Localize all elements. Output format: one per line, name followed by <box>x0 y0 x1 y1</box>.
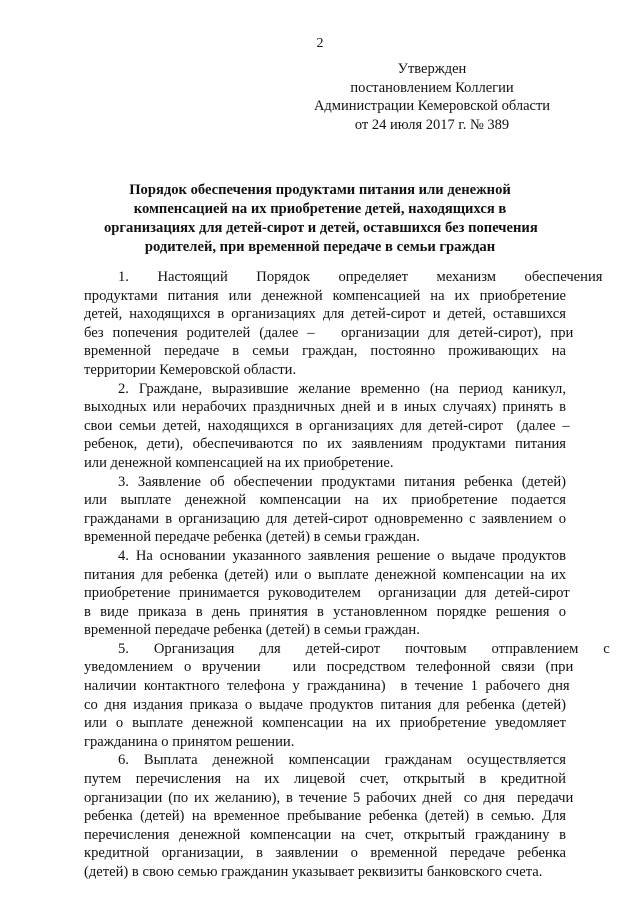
title-line: организациях для детей-сирот и детей, оставшихся без попечения <box>104 220 538 236</box>
text-line: ребенка (детей) на временное пребывание ребенка (детей) в семью. Для <box>84 808 566 825</box>
paragraph-4 <box>84 547 570 640</box>
paragraph-5 <box>84 640 610 752</box>
text-line: продуктами питания или денежной компенсацией на их приобретение <box>84 287 566 304</box>
text-line: питания для ребенка (детей) или о выплате денежной компенсации на их <box>84 566 566 583</box>
approval-line: Администрации Кемеровской области <box>313 98 551 114</box>
text-line: перечисления денежной компенсации на счет, открытый гражданину в <box>84 826 566 843</box>
paragraph-3 <box>84 473 566 547</box>
text-line: кредитной организации, в заявлении о временной передаче ребенка <box>84 845 566 862</box>
title-line: Порядок обеспечения продуктами питания или денежной <box>129 182 511 198</box>
text-line: уведомлением о вручении или посредством телефонной связи (при <box>84 659 574 676</box>
approval-line: постановлением Коллегии <box>350 79 514 96</box>
text-line: (детей) в свою семью гражданин указывает реквизиты банковского счета. <box>84 864 543 880</box>
text-line: со дня издания приказа о выдаче продуктов питания для ребенка (детей) <box>84 696 566 713</box>
text-line: без попечения родителей (далее – организации для детей-сирот), при <box>84 324 574 341</box>
text-line: 4. На основании указанного заявления решение о выдаче продуктов <box>118 547 566 564</box>
approval-line: от 24 июля 2017 г. № 389 <box>354 116 510 133</box>
approval-line: Утвержден <box>397 61 467 77</box>
text-line: 2. Граждане, выразившие желание временно (на период каникул, <box>118 380 566 397</box>
text-line: гражданами в организацию для детей-сирот одновременно с заявлением о <box>84 510 566 527</box>
document-body <box>84 268 610 882</box>
text-line: наличии контактного телефона у гражданина) в течение 1 рабочего дня <box>84 678 570 695</box>
text-line: выходных или нерабочих праздничных дней и в иных случаях) принять в <box>84 399 566 416</box>
text-line: приобретение принимается руководителем организации для детей-сирот <box>84 585 570 602</box>
text-line: ребенок, дети), обеспечиваются по их заявлениям продуктами питания <box>84 436 566 453</box>
approval-block <box>296 60 568 134</box>
text-line: гражданина о принятом решении. <box>84 733 295 750</box>
page-number: 2 <box>316 36 324 51</box>
paragraph-6 <box>84 751 574 881</box>
text-line: 3. Заявление об обеспечении продуктами питания ребенка (детей) <box>118 473 566 490</box>
text-line: свои семьи детей, находящихся в организациях для детей-сирот (далее – <box>84 417 570 434</box>
paragraph-2 <box>84 380 570 473</box>
paragraph-1 <box>84 268 603 380</box>
document-title <box>104 181 536 257</box>
text-line: или выплате денежной компенсации на их приобретение подается <box>84 492 566 509</box>
text-line: или о выплате денежной компенсации на их приобретение уведомляет <box>84 715 566 732</box>
text-line: временной передаче ребенка (детей) в семьи граждан. <box>84 622 420 639</box>
text-line: временной передаче в семьи граждан, постоянно проживающих на <box>84 343 566 360</box>
text-line: 5. Организация для детей-сирот почтовым отправлением с <box>118 640 610 657</box>
text-line: временной передаче ребенка (детей) в семьи граждан. <box>84 529 420 546</box>
text-line: путем перечисления на их лицевой счет, открытый в кредитной <box>84 771 566 788</box>
text-line: в виде приказа в день принятия в установленном порядке решения о <box>84 603 566 620</box>
text-line: или денежной компенсацией на их приобретение. <box>84 454 394 471</box>
text-line: 6. Выплата денежной компенсации гражданам осуществляется <box>118 752 566 769</box>
text-line: территории Кемеровской области. <box>84 361 297 378</box>
text-line: 1. Настоящий Порядок определяет механизм обеспечения <box>118 269 603 285</box>
text-line: организации (по их желанию), в течение 5 рабочих дней со дня передачи <box>84 789 574 806</box>
title-line: компенсацией на их приобретение детей, находящихся в <box>133 201 507 217</box>
title-line: родителей, при временной передаче в семьи граждан <box>144 239 496 255</box>
text-line: детей, находящихся в организациях для детей-сирот и детей, оставшихся <box>84 306 566 323</box>
